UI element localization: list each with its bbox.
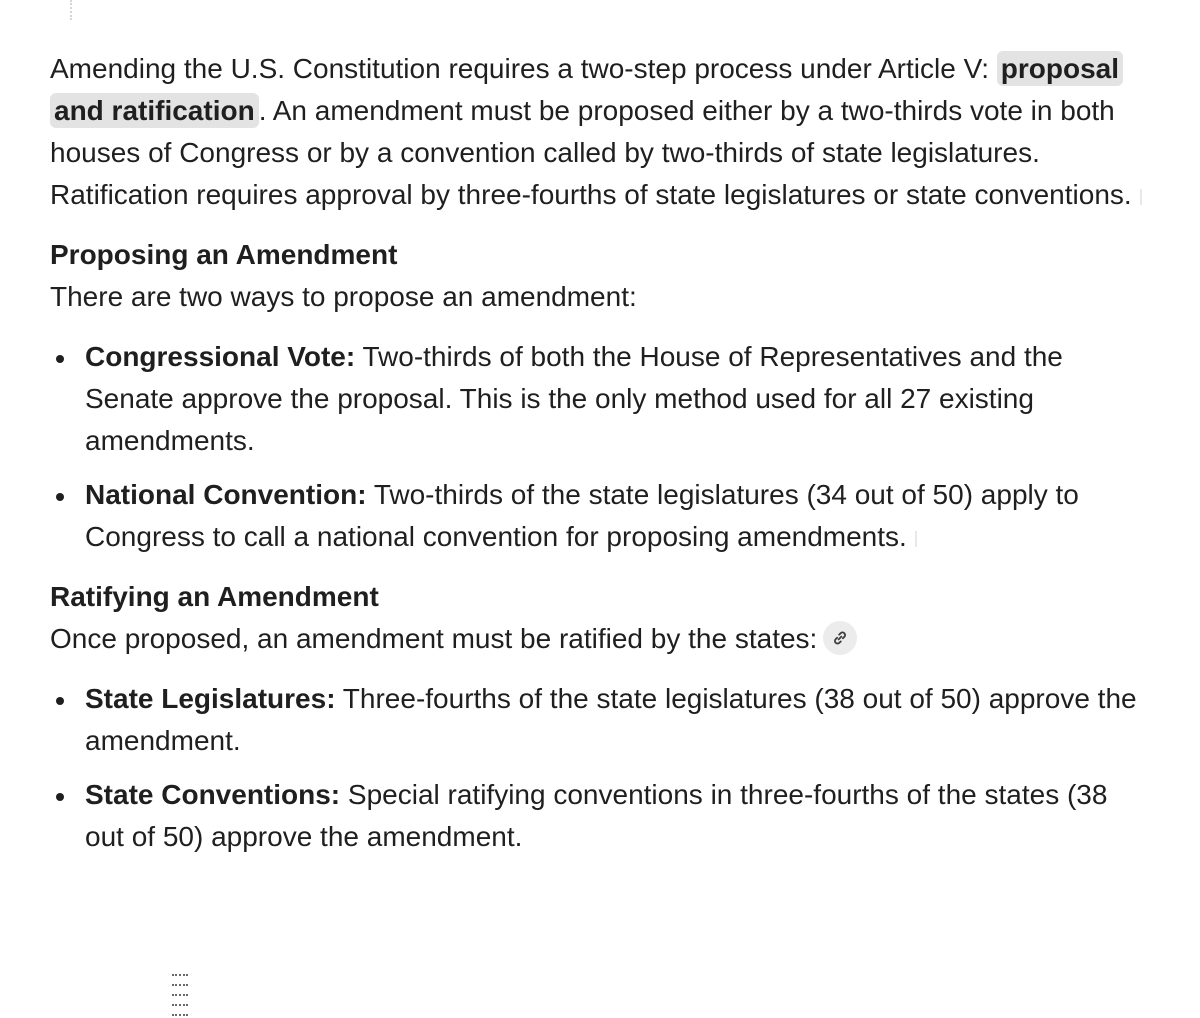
link-icon (832, 630, 848, 646)
list-item-text: Two-thirds of the state legislatures (34 out of 50) apply to Congress to call a national convention for proposing amendments. (85, 479, 1079, 552)
intro-text-after: . An amendment must be proposed either by a two-thirds vote in both houses of Congress or by a convention called by two-thirds of state legislatures. Ratification requires approval by three-fourths of state legislatures or state conventions. (50, 95, 1132, 210)
list-item-term: National Convention: (85, 479, 367, 510)
proposing-heading: Proposing an Amendment (50, 239, 398, 270)
text-caret (915, 531, 917, 547)
grip-line (172, 984, 188, 988)
ratifying-intro-text: Once proposed, an amendment must be ratified by the states: (50, 623, 818, 654)
list-item-term: State Legislatures: (85, 683, 336, 714)
ratifying-heading: Ratifying an Amendment (50, 581, 379, 612)
source-link-button[interactable] (823, 621, 857, 655)
proposing-intro: There are two ways to propose an amendment: (50, 281, 637, 312)
text-caret (1140, 189, 1142, 205)
list-item-text: Two-thirds of both the House of Representatives and the Senate approve the proposal. This is the only method used for all 27 existing amendments. (85, 341, 1063, 456)
list-item (50, 336, 1150, 462)
highlighted-phrase[interactable]: proposal and ratification (50, 51, 1123, 128)
list-item-term: State Conventions: (85, 779, 341, 810)
grip-line (172, 1014, 188, 1018)
intro-text-before: Amending the U.S. Constitution requires a two-step process under Article V: (50, 53, 997, 84)
list-item-text: Special ratifying conventions in three-fourths of the states (38 out of 50) approve the amendment. (85, 779, 1108, 852)
resize-grip-handle[interactable] (172, 974, 188, 1018)
ratifying-intro (50, 618, 1150, 660)
top-drag-handle (70, 0, 74, 20)
list-item (50, 474, 1150, 558)
ratifying-list (50, 678, 1150, 858)
intro-paragraph (50, 48, 1150, 216)
grip-line (172, 994, 188, 998)
list-item-term: Congressional Vote: (85, 341, 356, 372)
response-content (50, 48, 1150, 870)
list-item (50, 678, 1150, 762)
list-item (50, 774, 1150, 858)
list-item-text: Three-fourths of the state legislatures (38 out of 50) approve the amendment. (85, 683, 1137, 756)
proposing-list (50, 336, 1150, 558)
grip-line (172, 974, 188, 978)
grip-line (172, 1004, 188, 1008)
